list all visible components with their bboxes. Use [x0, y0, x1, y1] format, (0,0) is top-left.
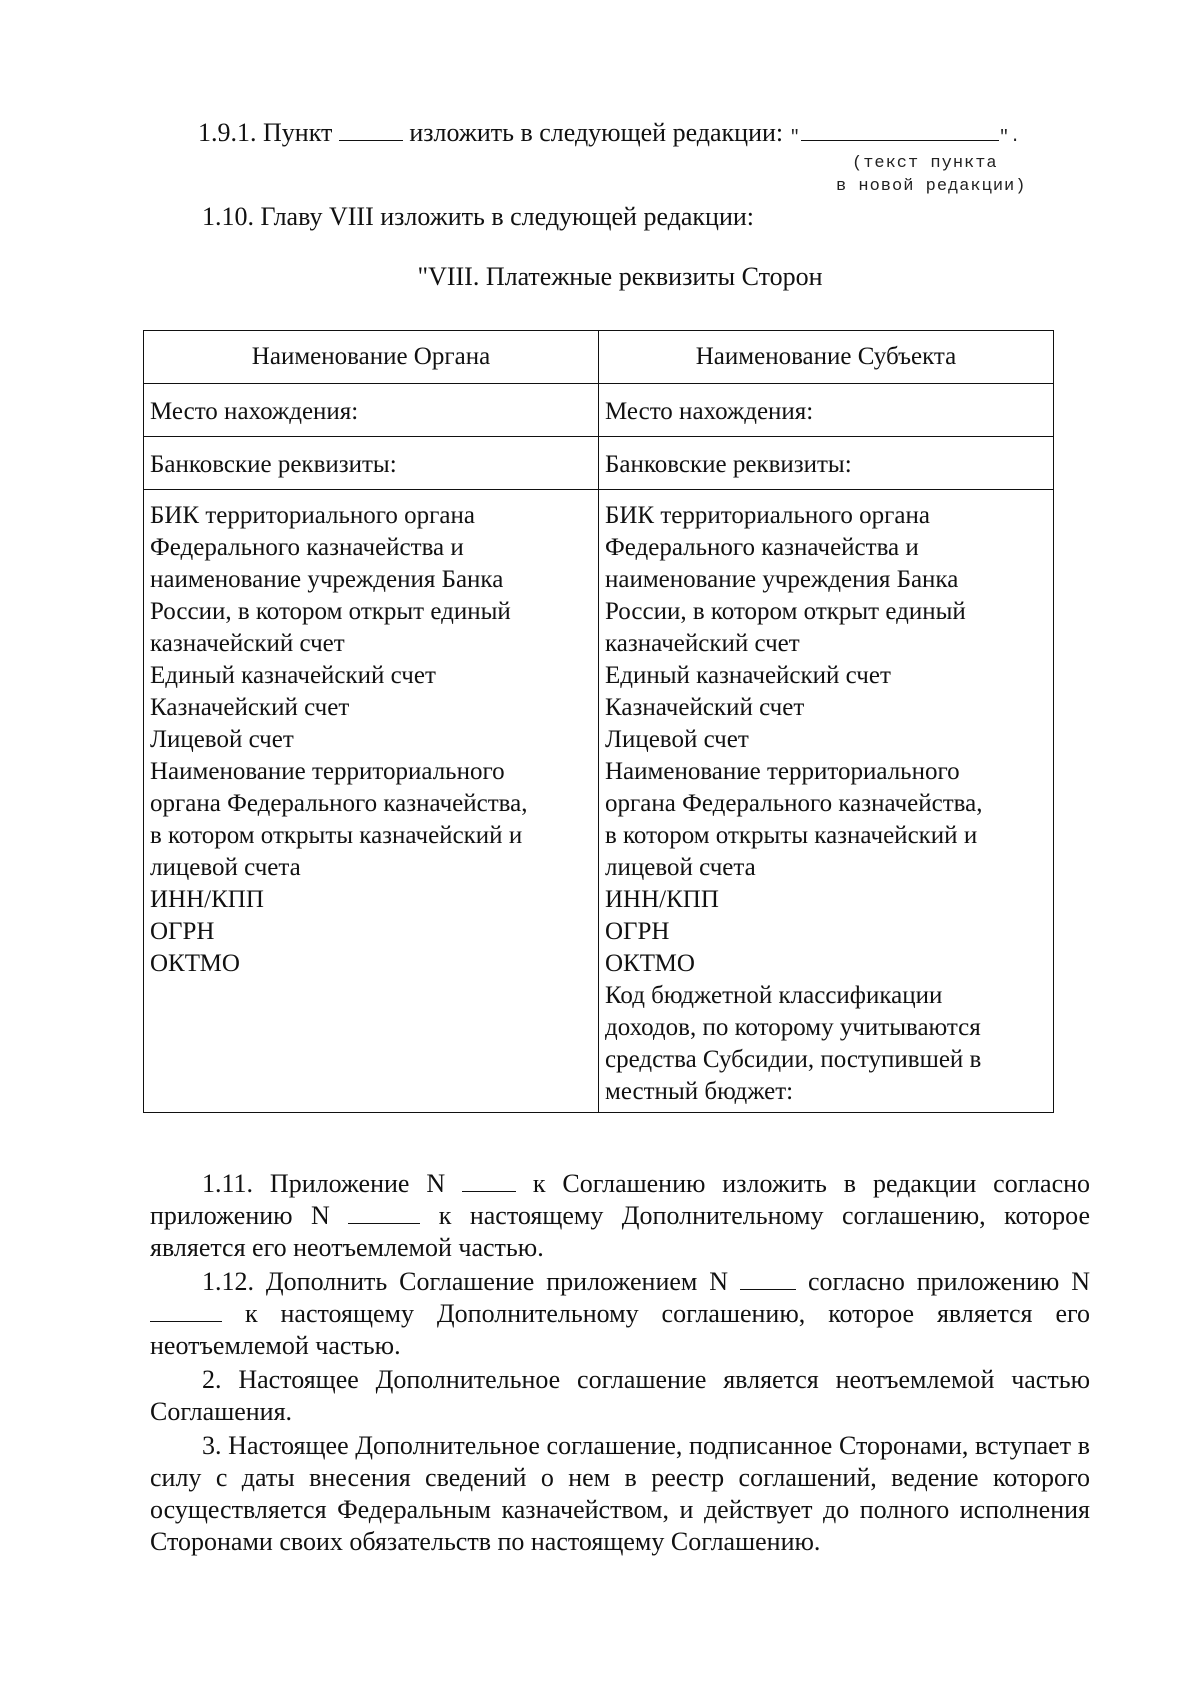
- right-header: Наименование Субъекта: [599, 331, 1054, 384]
- clause-1-9-1-middle: изложить в следующей редакции:: [409, 118, 784, 147]
- quote-open: ": [789, 128, 801, 147]
- clause-1-10: 1.10. Главу VIII изложить в следующей редакции:: [202, 202, 755, 231]
- section-heading: "VIII. Платежные реквизиты Сторон: [417, 262, 823, 291]
- list-item: Наименование территориального: [150, 758, 505, 785]
- clause-1-12-b: согласно приложению N: [807, 1267, 1091, 1296]
- clause-3-text: 3. Настоящее Дополнительное соглашение, подписанное Сторонами, вступает в силу с даты внесения сведений о нем в реестр соглашений, ведение которого осуществляется Федеральным казначейством, и действует до полного исполнения Сторонами своих обязательств по настоящему Соглашению.: [150, 1431, 1090, 1556]
- requisites-table: [143, 330, 1054, 1113]
- blank-field-long: [801, 120, 999, 141]
- clause-3: [150, 1430, 1090, 1558]
- list-item: казначейский счет: [150, 630, 345, 657]
- table-row: [144, 331, 1054, 384]
- quote-close: ".: [998, 128, 1022, 147]
- list-item: средства Субсидии, поступившей в: [605, 1046, 982, 1073]
- list-item: наименование учреждения Банка: [605, 566, 959, 593]
- blank-field: [740, 1271, 796, 1290]
- list-item: местный бюджет:: [605, 1078, 794, 1105]
- list-item: БИК территориального органа: [605, 502, 930, 529]
- left-header: Наименование Органа: [144, 331, 599, 384]
- left-details: [144, 490, 599, 1113]
- list-item: России, в котором открыт единый: [605, 598, 966, 625]
- list-item: Федерального казначейства и: [150, 534, 464, 561]
- list-item: Федерального казначейства и: [605, 534, 919, 561]
- list-item: ИНН/КПП: [605, 886, 719, 913]
- list-item: лицевой счета: [150, 854, 301, 881]
- list-item: ОКТМО: [150, 950, 240, 977]
- clause-1-9-1-prefix: 1.9.1. Пункт: [198, 118, 333, 147]
- blank-field: [150, 1303, 222, 1322]
- list-item: ИНН/КПП: [150, 886, 264, 913]
- clause-1-9-1: [198, 118, 1021, 148]
- table-row: [144, 437, 1054, 490]
- list-item: ОГРН: [150, 918, 215, 945]
- list-item: Наименование территориального: [605, 758, 960, 785]
- note-line-2: в новой редакции): [836, 177, 1027, 196]
- note-line-1: (текст пункта: [852, 154, 998, 173]
- table-row: [144, 490, 1054, 1113]
- clause-1-11-a: 1.11. Приложение N: [202, 1169, 446, 1198]
- blank-field: [339, 120, 403, 141]
- left-location: Место нахождения:: [144, 384, 599, 437]
- list-item: органа Федерального казначейства,: [150, 790, 528, 817]
- clause-1-11: [150, 1168, 1090, 1264]
- list-item: лицевой счета: [605, 854, 756, 881]
- right-details: [599, 490, 1054, 1113]
- clause-1-12: [150, 1266, 1090, 1362]
- list-item: в котором открыты казначейский и: [150, 822, 523, 849]
- list-item: Лицевой счет: [150, 726, 294, 753]
- left-bank: Банковские реквизиты:: [144, 437, 599, 490]
- right-bank: Банковские реквизиты:: [599, 437, 1054, 490]
- clause-1-12-a: 1.12. Дополнить Соглашение приложением N: [202, 1267, 729, 1296]
- clause-1-11-c: к настоящему Дополнительному соглашению, которое является его неотъемлемой частью.: [150, 1201, 1090, 1262]
- list-item: Единый казначейский счет: [605, 662, 891, 689]
- list-item: ОКТМО: [605, 950, 695, 977]
- list-item: в котором открыты казначейский и: [605, 822, 978, 849]
- list-item: наименование учреждения Банка: [150, 566, 504, 593]
- list-item: казначейский счет: [605, 630, 800, 657]
- list-item: БИК территориального органа: [150, 502, 475, 529]
- list-item: Казначейский счет: [605, 694, 805, 721]
- clause-1-12-c: к настоящему Дополнительному соглашению, которое является его неотъемлемой частью.: [150, 1299, 1091, 1360]
- list-item: органа Федерального казначейства,: [605, 790, 983, 817]
- clause-2-text: 2. Настоящее Дополнительное соглашение является неотъемлемой частью Соглашения.: [150, 1365, 1090, 1426]
- list-item: России, в котором открыт единый: [150, 598, 511, 625]
- blank-field: [462, 1173, 516, 1192]
- list-item: Единый казначейский счет: [150, 662, 436, 689]
- blank-field: [348, 1205, 420, 1224]
- list-item: ОГРН: [605, 918, 670, 945]
- list-item: доходов, по которому учитываются: [605, 1014, 981, 1041]
- table-row: [144, 384, 1054, 437]
- list-item: Казначейский счет: [150, 694, 350, 721]
- list-item: Лицевой счет: [605, 726, 749, 753]
- clause-2: [150, 1364, 1090, 1428]
- right-location: Место нахождения:: [599, 384, 1054, 437]
- clause-1-11-b: к Соглашению изложить в редакции согласно приложению N: [150, 1169, 1091, 1230]
- list-item: Код бюджетной классификации: [605, 982, 943, 1009]
